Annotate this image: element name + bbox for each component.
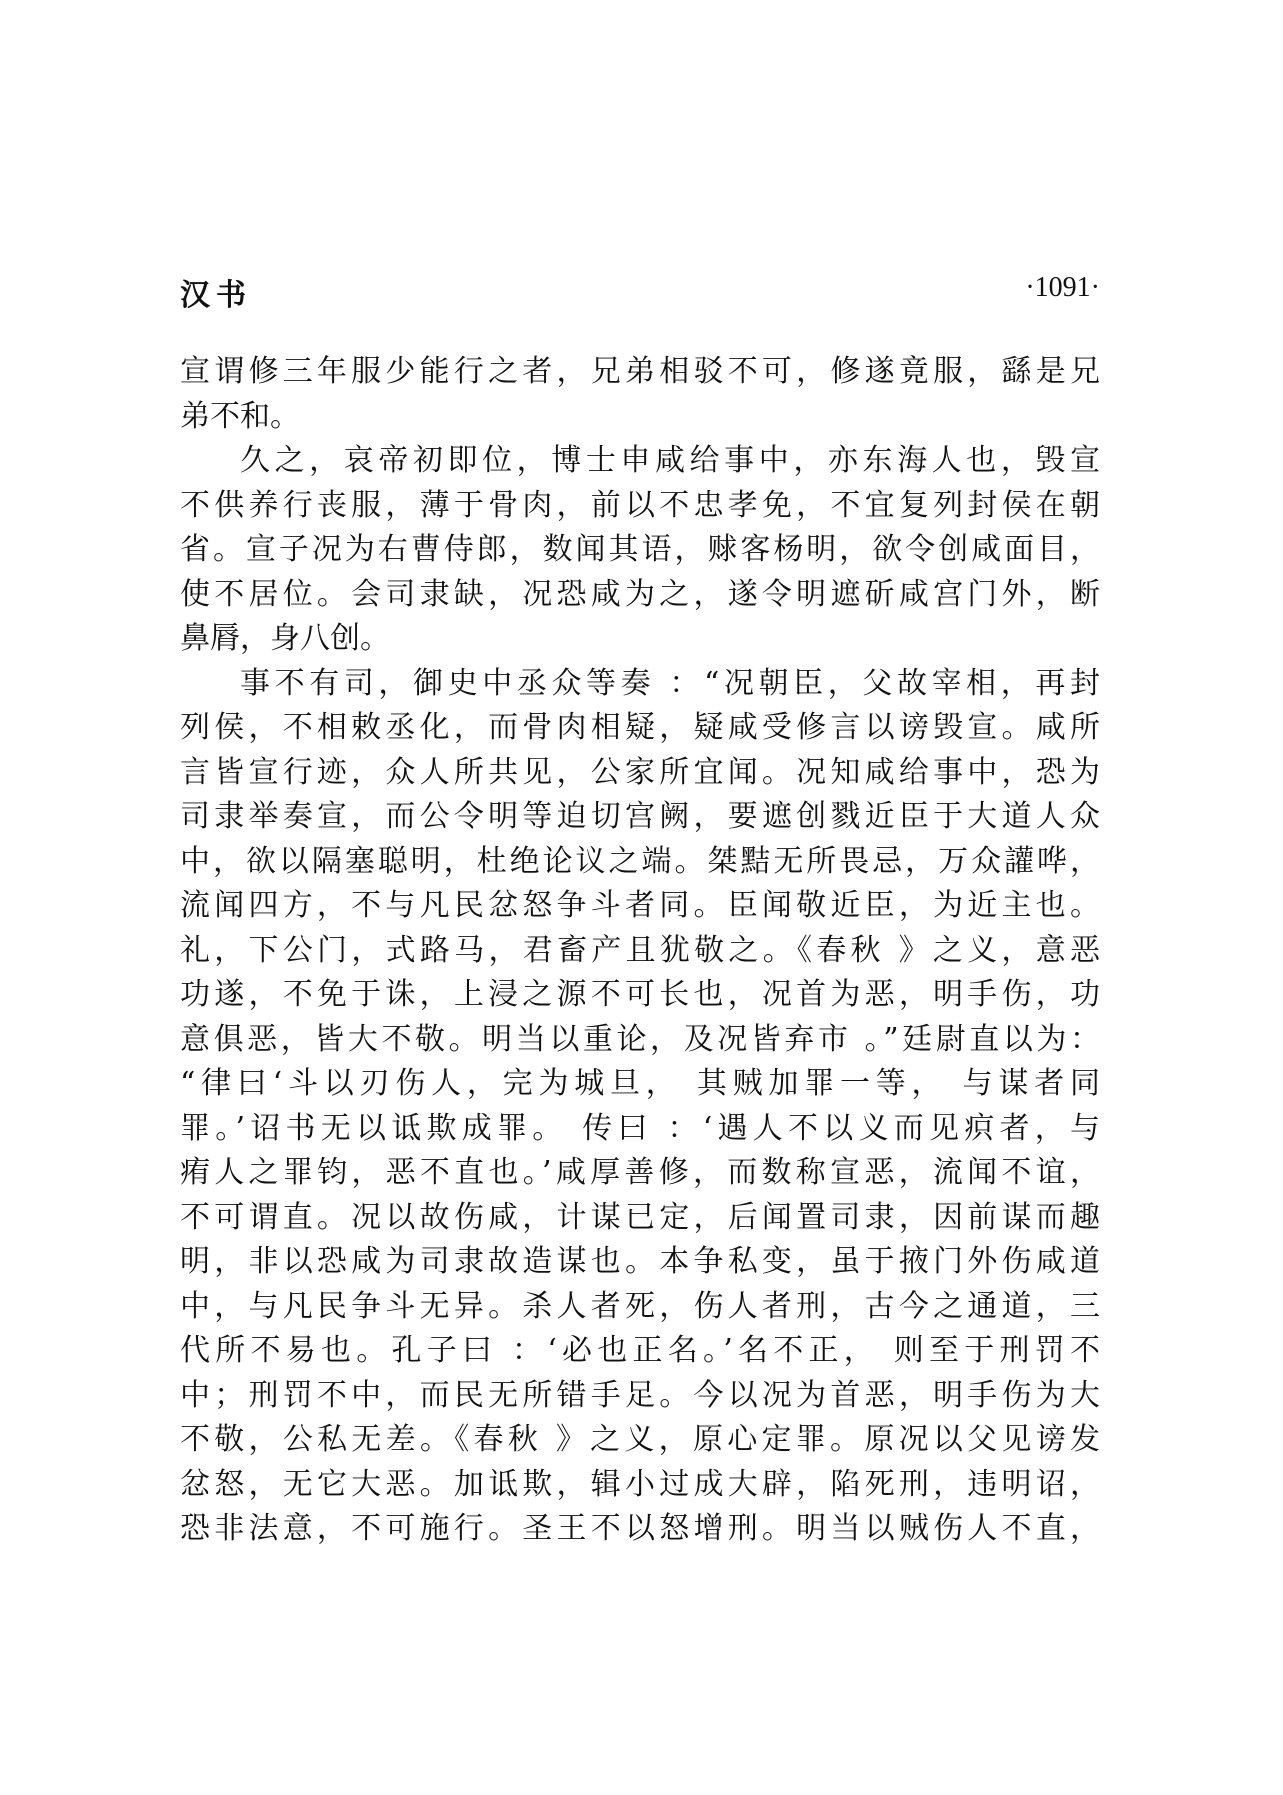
- book-title: 汉书: [180, 278, 252, 313]
- text-line: 省。宣子况为右曹侍郎，数闻其语，赇客杨明，欲令创咸面目，: [180, 532, 1100, 567]
- text-line: “律曰‘斗以刃伤人，完为城旦， 其贼加罪一等， 与谋者同: [180, 1066, 1100, 1101]
- text-line: 礼，下公门，式路马，君畜产且犹敬之。《春秋 》之义，意恶: [180, 932, 1100, 968]
- text-line: 代所不易也。孔子曰 ：‘必也正名。’名不正， 则至于刑罚不: [180, 1333, 1100, 1368]
- text-line: 鼻脣，身八创。: [180, 621, 390, 656]
- text-line: 不敬，公私无差。《春秋 》之义，原心定罪。原况以父见谤发: [180, 1422, 1100, 1457]
- page-number: ·1091·: [1025, 272, 1100, 303]
- text-line: 明，非以恐咸为司隶故造谋也。本争私变，虽于掖门外伤咸道: [180, 1244, 1100, 1279]
- text-line: 中，欲以隔塞聪明，杜绝论议之端。桀黠无所畏忌，万众讙哗，: [180, 843, 1100, 879]
- text-line: 流闻四方，不与凡民忿怒争斗者同。臣闻敬近臣，为近主也。: [180, 888, 1100, 923]
- text-line: 使不居位。会司隶缺，况恐咸为之，遂令明遮斫咸宫门外，断: [180, 576, 1100, 612]
- text-line: 意俱恶，皆大不敬。明当以重论，及况皆弃市 。”廷尉直以为：: [180, 1021, 1100, 1057]
- text-line: 言皆宣行迹，众人所共见，公家所宜闻。况知咸给事中，恐为: [180, 754, 1100, 790]
- text-line: 不供养行丧服，薄于骨肉，前以不忠孝免，不宜复列封侯在朝: [180, 487, 1100, 523]
- body-text: [180, 350, 1100, 1552]
- text-line: 司隶举奏宣，而公令明等迫切宫阙，要遮创戮近臣于大道人众: [180, 799, 1100, 834]
- text-line: 列侯，不相敕丞化，而骨肉相疑，疑咸受修言以谤毁宣。咸所: [180, 710, 1100, 745]
- text-line: 罪。’诏书无以诋欺成罪。 传曰 ：‘遇人不以义而见疻者，与: [180, 1110, 1100, 1146]
- running-header: [180, 270, 1100, 320]
- text-line: 中，与凡民争斗无异。杀人者死，伤人者刑，古今之通道，三: [180, 1288, 1100, 1324]
- text-line: 中；刑罚不中，而民无所错手足。今以况为首恶，明手伤为大: [180, 1377, 1100, 1413]
- text-line: 宣谓修三年服少能行之者，兄弟相驳不可，修遂竟服，繇是兄: [180, 354, 1100, 389]
- text-line: 不可谓直。况以故伤咸，计谋已定，后闻置司隶，因前谋而趣: [180, 1199, 1100, 1235]
- text-line: 忿怒，无它大恶。加诋欺，辑小过成大辟，陷死刑，违明诏，: [180, 1466, 1100, 1502]
- text-line: 痏人之罪钧，恶不直也。’咸厚善修，而数称宣恶，流闻不谊，: [180, 1155, 1100, 1190]
- text-line: 恐非法意，不可施行。圣王不以怒增刑。明当以贼伤人不直，: [180, 1511, 1100, 1546]
- text-line: 功遂，不免于诛，上浸之源不可长也，况首为恶，明手伤，功: [180, 977, 1100, 1012]
- text-line: 事不有司，御史中丞众等奏 ：“况朝臣，父故宰相，再封: [240, 665, 1100, 701]
- text-line: 弟不和。: [180, 398, 300, 434]
- text-line: 久之，哀帝初即位，博士申咸给事中，亦东海人也，毁宣: [240, 443, 1100, 478]
